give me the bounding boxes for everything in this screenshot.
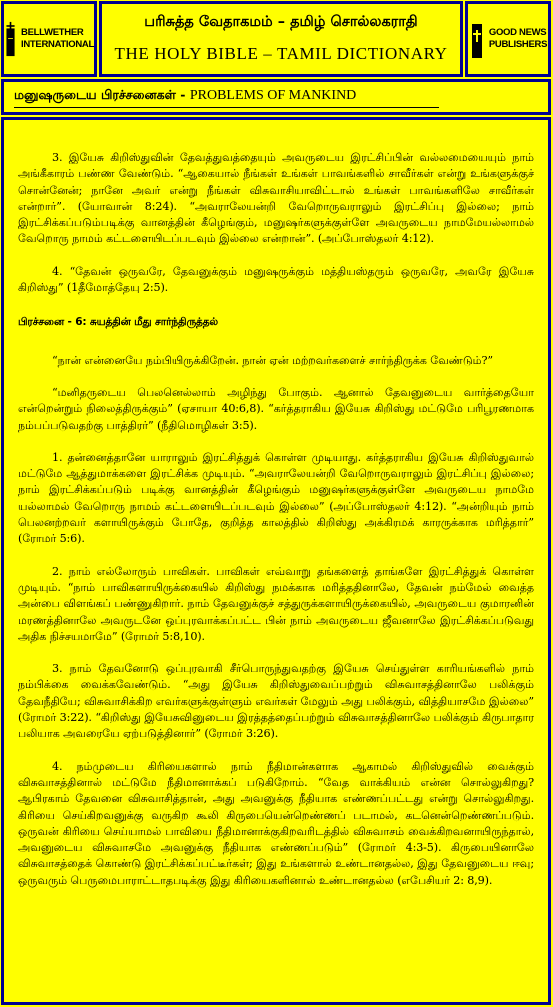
section-underline — [14, 107, 439, 108]
section-title: மனுஷருடைய பிரச்சனைகள் - PROBLEMS OF MANKIND — [14, 87, 357, 103]
title-tamil: பரிசுத்த வேதாகமம் – தமிழ் சொல்லகராதி — [144, 14, 418, 30]
point-4: 4. நம்முடைய கிரியைகளால் நாம் நீதிமான்களாக ஆகாமல் கிறிஸ்துவில் வைக்கும் விசுவாசத்தினால் மட்டுமே நீதிமானாக்கப் படுகிறோம். “வேத வாக்கியம் என்ன சொல்லுகிறது? ஆபிரகாம் தேவனை விசுவாசித்தான், அது அவனுக்கு நீதியாக எண்ணப்பட்டது என்று சொல்லுகிறது. கிரியை செய்கிறவனுக்கு வருகிற கூலி கிருபையென்றெண்ணப் படாமல், கடனென்றெண்ணப்படும். ஒருவன் கிரியை செய்யாமல் பாவியை நீதிமானாக்குகிறவரிடத்தில் விசுவாசம் வைக்கிறவனாயிருந்தால், அவனுடைய விசுவாசமே அவனுக்கு நீதியாக எண்ணப்படும்” (ரோமர் 4:3-5). கிருபையினாலே விசுவாசத்தைக் கொண்டு இரட்சிக்கப்பட்டீர்கள்; இது உங்களால் உண்டானதல்ல, இது தேவனுடைய ஈவு; ஒருவரும் பெருமைபாராட்டாதபடிக்கு இது கிரியைகளினால் உண்டானதல்ல (எபேசியர் 2: 8,9). — [18, 759, 534, 887]
point-2: 2. நாம் எல்லோரும் பாவிகள். பாவிகள் எவ்வாறு தங்களைத் தாங்களே இரட்சித்துக் கொள்ள முடியும். “நாம் பாவிகளாயிருக்கையில் கிறிஸ்து நமக்காக மரித்ததினாலே, தேவன் நம்மேல் வைத்த அன்பை விளங்கப் பண்ணுகிறார். நாம் தேவனுக்குச் சத்துருக்களாயிருக்கையில், அவருடைய குமாரனின் மரணத்தினாலே அவருடனே ஒப்புரவாக்கப்பட்ட பின் நாம் அவருடைய ஜீவனாலே இரட்சிக்கப்படுவது அதிக நிச்சயமாமே” (ரோமர் 5:8,10). — [18, 564, 534, 643]
section-header — [1, 79, 551, 115]
point-3: 3. நாம் தேவனோடு ஒப்புரவாகி சீர்பொருந்துவதற்கு இயேசு செய்துள்ள காரியங்களில் நாம் நம்பிக்கை வைக்கவேண்டும். “அது இயேசு கிறிஸ்துவைப்பற்றும் விசுவாசத்தினாலே பலிக்கும் தேவநீதியே; விசுவாசிக்கிற எவர்களுக்குள்ளும் எவர்கள் மேலும் அது பலிக்கும், வித்தியாசமே இல்லை” (ரோமர் 3:22). “கிறிஸ்து இயேசுவினுடைய இரத்தத்தைப்பற்றும் விசுவாசத்தினாலே பலிக்கும் கிருபாதார பலியாக அவரையே ஏற்படுத்தினார்” (ரோமர் 3:26). — [18, 662, 534, 741]
publisher-logo-right — [465, 1, 551, 77]
problem-subheading: பிரச்சனை - 6: சுயத்தின் மீது சார்ந்திருத்தல் — [18, 316, 219, 329]
paragraph-3: 3. இயேசு கிறிஸ்துவின் தேவத்துவத்தையும் அவருடைய இரட்சிப்பின் வல்லமையையும் நாம் அங்கீகாரம் பண்ண வேண்டும். “ஆகையால் நீங்கள் உங்கள் பாவங்களில் சாவீர்கள் என்று உங்களுக்குச் சொன்னேன்; நானே அவர் என்று நீங்கள் விசுவாசியாவிட்டால் உங்கள் பாவங்களிலே சாவீர்கள் என்றார்”. (யோவான் 8:24). “அவராலேயன்றி வேறொருவராலும் இரட்சிப்பு இல்லை; நாம் இரட்சிக்கப்படும்படிக்கு வானத்தின் கீழெங்கும், மனுஷர்களுக்குள்ளே அவருடைய நாமமேயல்லாமல் வேறொரு நாமம் கட்டளையிடப்படவும் இல்லை என்றான்”. (அப்போஸ்தலர் 4:12). — [18, 151, 534, 246]
logo-left-text: BELLWETHER INTERNATIONAL — [21, 27, 94, 50]
question-paragraph: “நான் என்னையே நம்பியிருக்கிறேன். நான் ஏன் மற்றவர்களைச் சார்ந்திருக்க வேண்டும்?” — [52, 353, 493, 367]
title-english: THE HOLY BIBLE – TAMIL DICTIONARY — [114, 44, 448, 63]
paragraph-4: 4. “தேவன் ஒருவரே, தேவனுக்கும் மனுஷருக்கும் மத்தியஸ்தரும் ஒருவரே, அவரே இயேசு கிறிஸ்து” (1தீமோத்தேயு 2:5). — [18, 264, 534, 295]
header-title-box — [99, 1, 463, 77]
bible-icon — [4, 16, 17, 62]
logo-right-text: GOOD NEWS PUBLISHERS — [488, 27, 548, 50]
publisher-logo-left — [1, 1, 97, 77]
answer-paragraph: “மனிதருடைய பெலனெல்லாம் அழிந்து போகும். ஆனால் தேவனுடைய வார்த்தையோ என்றென்றும் நிலைத்திருக்கும்” (ஏசாயா 40:6,8). “கர்த்தராகிய இயேசு கிறிஸ்து மட்டுமே பரிபூரணமாக நம்பப்படுவதற்கு பாத்திரர்” (நீதிமொழிகள் 3:5). — [18, 385, 534, 432]
point-1: 1. தன்னைத்தானே யாராலும் இரட்சித்துக் கொள்ள முடியாது. கர்த்தராகிய இயேசு கிறிஸ்துவால் மட்டுமே ஆத்துமாக்களை இரட்சிக்க முடியும். “அவராலேயன்றி வேறொருவராலும் இரட்சிப்பு இல்லை; நாம் இரட்சிக்கப்படும் படிக்கு வானத்தின் கீழெங்கும் மனுஷர்களுக்குள்ளே அவருடைய நாமமே யல்லாமல் வேறொரு நாமம் கட்டளையிடப்படவும் இல்லை” (அப்போஸ்தலர் 4:12). “அன்றியும் நாம் பெலனற்றவர் களாயிருக்கும் போதே, குறித்த காலத்தில் கிறிஸ்து அக்கிரமக் காரருக்காக மரித்தார்” (ரோமர் 5:6). — [18, 450, 534, 546]
bible-icon — [469, 16, 485, 62]
content-area — [1, 117, 551, 1005]
